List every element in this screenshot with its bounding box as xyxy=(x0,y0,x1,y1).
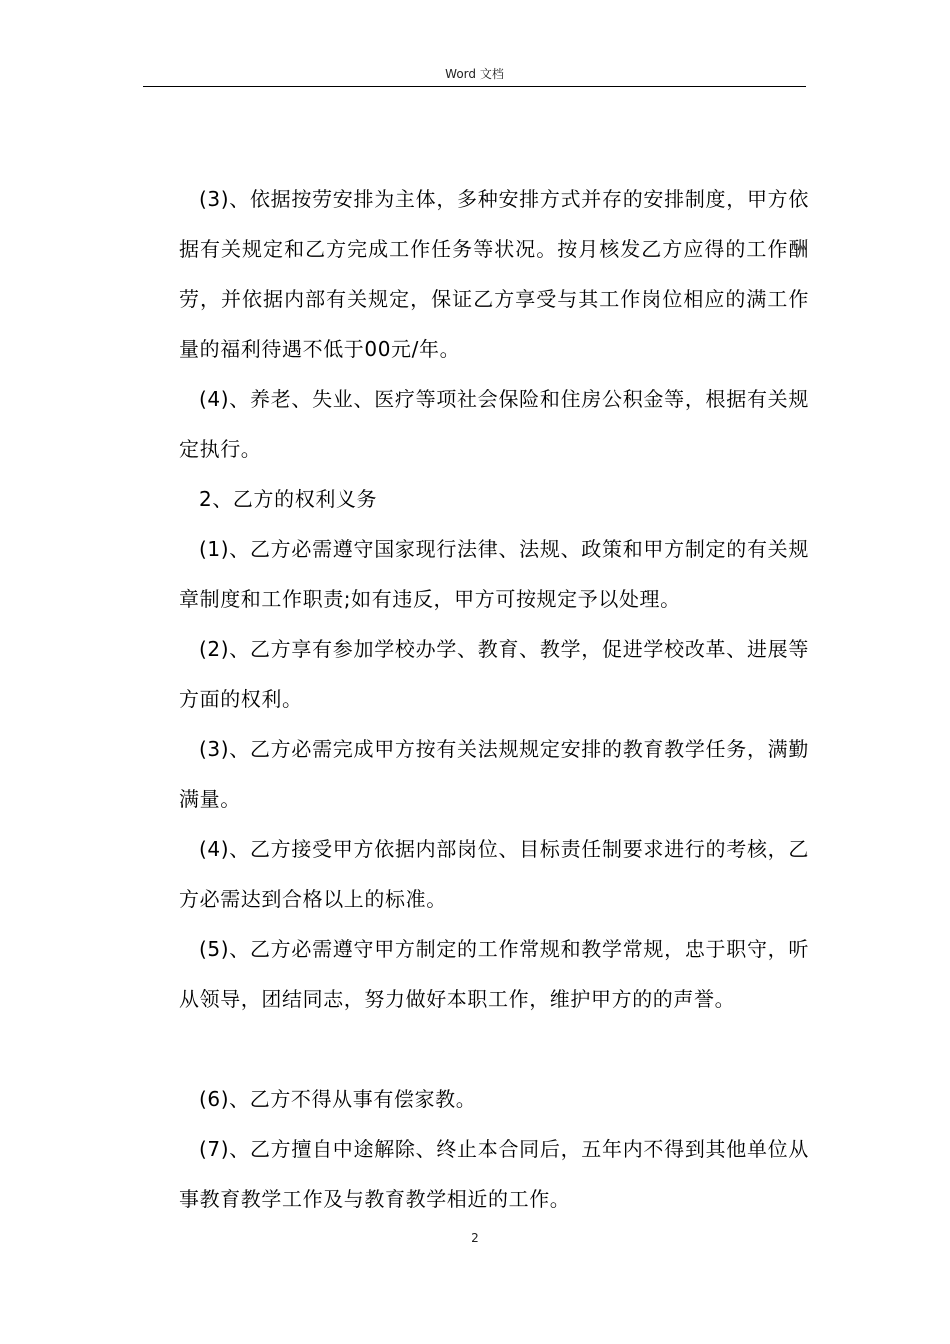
header-divider xyxy=(143,86,806,87)
paragraph-4-social-insurance: (4)、养老、失业、医疗等项社会保险和住房公积金等，根据有关规定执行。 xyxy=(179,387,809,461)
paragraph-4-assessment: (4)、乙方接受甲方依据内部岗位、目标责任制要求进行的考核，乙方必需达到合格以上的标准。 xyxy=(179,837,809,911)
paragraph-5-work-rules: (5)、乙方必需遵守甲方制定的工作常规和教学常规，忠于职守，听从领导，团结同志，努力做好本职工作，维护甲方的的声誉。 xyxy=(179,937,809,1011)
paragraph-6-no-paid-tutoring: (6)、乙方不得从事有偿家教。 xyxy=(199,1087,477,1111)
section-heading-party-b-rights: 2、乙方的权利义务 xyxy=(199,487,378,511)
page-number: 2 xyxy=(471,1231,479,1245)
paragraph-2-participation-rights: (2)、乙方享有参加学校办学、教育、教学，促进学校改革、进展等方面的权利。 xyxy=(179,637,809,711)
page-header-title: Word 文档 xyxy=(445,67,504,81)
paragraph-1-obey-laws: (1)、乙方必需遵守国家现行法律、法规、政策和甲方制定的有关规章制度和工作职责;如有违反，甲方可按规定予以处理。 xyxy=(179,537,809,611)
paragraph-3-teaching-tasks: (3)、乙方必需完成甲方按有关法规规定安排的教育教学任务，满勤满量。 xyxy=(179,737,809,811)
paragraph-3-pay-and-benefits: (3)、依据按劳安排为主体，多种安排方式并存的安排制度，甲方依据有关规定和乙方完成工作任务等状况。按月核发乙方应得的工作酬劳，并依据内部有关规定，保证乙方享受与其工作岗位相应的满工作量的福利待遇不低于00元/年。 xyxy=(179,187,809,361)
document-body xyxy=(179,174,809,1224)
paragraph-7-termination-restriction: (7)、乙方擅自中途解除、终止本合同后，五年内不得到其他单位从事教育教学工作及与教育教学相近的工作。 xyxy=(179,1137,809,1211)
